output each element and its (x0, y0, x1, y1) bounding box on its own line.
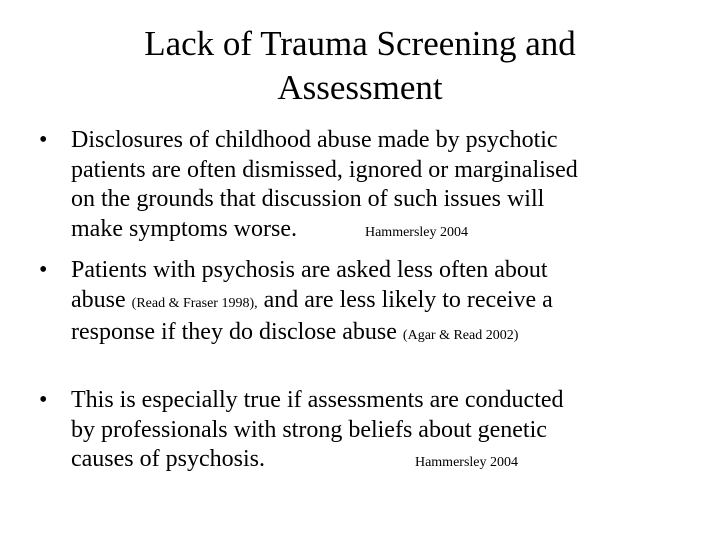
bullet-2-line-1: Patients with psychosis are asked less often about (71, 257, 548, 283)
bullet-disclosures (39, 126, 711, 247)
bullet-1-line-4-text: make symptoms worse. (71, 215, 297, 242)
bullet-2-line-2 (71, 286, 711, 319)
citation-hammersley-2: Hammersley 2004 (414, 455, 518, 470)
bullet-1-line-2: patients are often dismissed, ignored or marginalised (71, 156, 578, 183)
bullet-dot-icon: • (39, 387, 48, 413)
bullet-3-line-3 (71, 445, 711, 478)
bullet-3-line-1: This is especially true if assessments are conducted (71, 387, 564, 413)
citation-agar-read: (Agar & Read 2002) (402, 328, 519, 343)
bullet-1-line-4 (71, 215, 711, 248)
bullet-2-line-2-end: and are less likely to receive a (257, 286, 553, 313)
citation-read-fraser: (Read & Fraser 1998), (131, 295, 258, 311)
bullet-patients-psychosis (39, 256, 711, 351)
bullet-assessments (39, 386, 711, 478)
bullet-3-line-2: by professionals with strong beliefs about genetic (71, 416, 547, 443)
bullet-2-line-3-start: response if they do disclose abuse (71, 319, 403, 345)
bullet-1-line-1: Disclosures of childhood abuse made by psychotic (71, 127, 558, 153)
slide-title-line-2: Assessment (277, 68, 443, 107)
bullet-dot-icon: • (39, 257, 48, 283)
bullet-dot-icon: • (39, 127, 48, 153)
slide-title (0, 22, 720, 110)
bullet-2-line-2-start: abuse (71, 286, 132, 313)
bullet-1-line-3: on the grounds that discussion of such issues will (71, 186, 545, 212)
citation-hammersley-1: Hammersley 2004 (364, 224, 469, 240)
bullet-3-line-3-text: causes of psychosis. (71, 446, 265, 472)
slide-title-line-1: Lack of Trauma Screening and (144, 24, 576, 63)
bullet-2-line-3 (71, 318, 711, 351)
